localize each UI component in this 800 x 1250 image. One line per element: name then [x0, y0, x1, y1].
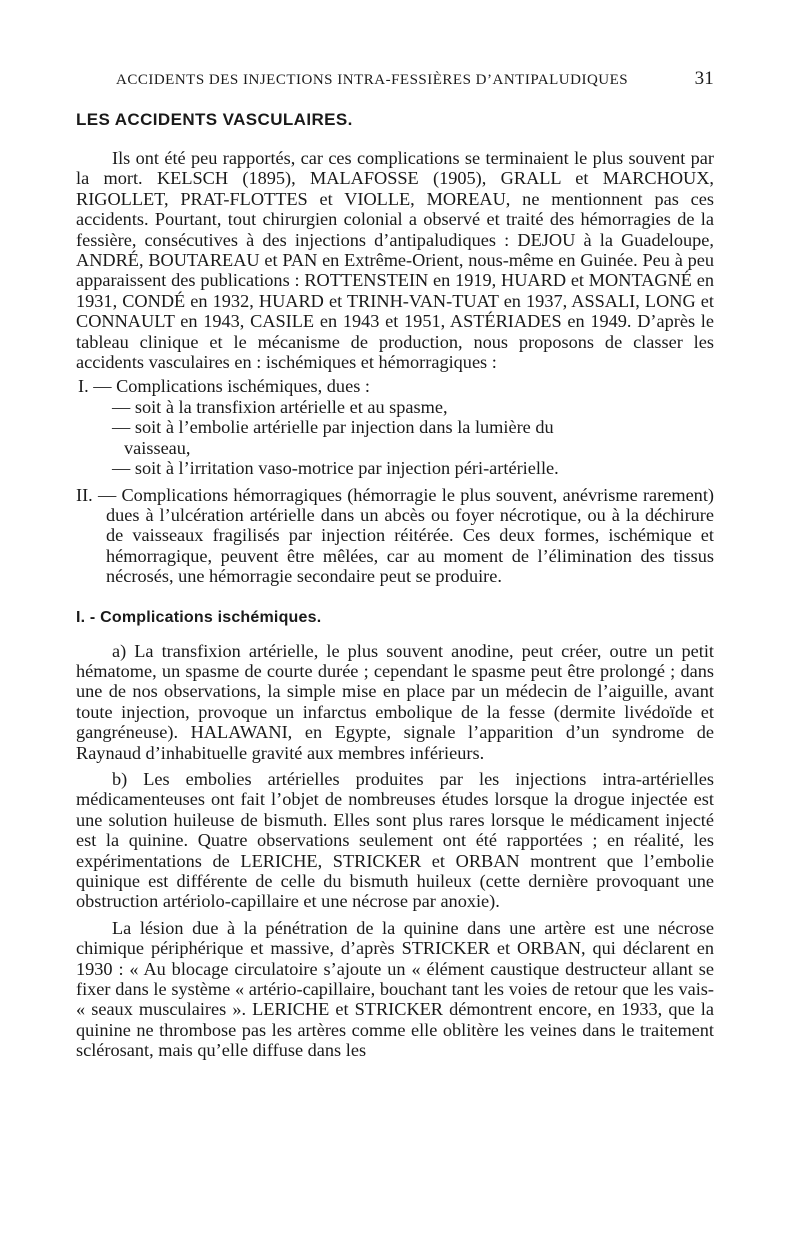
- list-item-transfixion: — soit à la transfixion artérielle et au spasme,: [112, 396, 448, 417]
- running-header: [76, 66, 714, 92]
- list-ii-paragraph: II. — Complications hémorragiques (hémorragie le plus souvent, anévrisme rarement) dues à l’ulcération artérielle dans un abcès ou foyer nécrotique, ou à la déchirure de vaisseaux fragilisés par injection réitérée. Ces deux formes, ischémique et hémorragique, peuvent être mêlées, car au moment de l’élimination des tissus nécrosés, une hémorragie secondaire peut se produire.: [76, 484, 714, 587]
- list-item-embolie-line-2: vaisseau,: [124, 437, 191, 458]
- list-item-irritation: — soit à l’irritation vaso-motrice par injection péri-artérielle.: [112, 458, 559, 479]
- paragraph-a: a) La transfixion artérielle, le plus souvent anodine, peut créer, outre un petit hématome, un spasme de courte durée ; cependant le spasme peut être prolongé ; dans une de nos observations, la simple mise en place par un médecin de l’aiguille, avant toute injection, provoque un infarctus embolique de la fesse (dermite livédoïde et gangréneuse). HALAWANI, en Egypte, signale l’apparition d’un syndrome de Raynaud d’inhabituelle gravité aux membres inférieurs.: [76, 640, 714, 763]
- running-title: ACCIDENTS DES INJECTIONS INTRA-FESSIÈRES D’ANTIPALUDIQUES: [116, 72, 629, 88]
- classification-list: [76, 376, 714, 478]
- page-number: 31: [694, 68, 714, 89]
- list-intro-ischemic: I. — Complications ischémiques, dues :: [78, 376, 370, 397]
- paragraph-b: b) Les embolies artérielles produites par les injections intra-artérielles médicamenteuses ont fait l’objet de nombreuses études lorsque la drogue injectée est une solution huileuse de bismuth. Elles sont plus rares lorsque le médicament injecté est la quinine. Quatre observations seulement ont été rapportées ; en réalité, les expérimentations de LERICHE, STRICKER et ORBAN montrent que l’embolie quinique est différente de celle du bismuth huileux (cette dernière provoquant une obstruction artériolo-capillaire et une nécrose par anoxie).: [76, 768, 714, 912]
- paragraph-last: La lésion due à la pénétration de la quinine dans une artère est une nécrose chimique périphérique et massive, d’après STRICKER et ORBAN, qui déclarent en 1930 : « Au blocage circulatoire s’ajoute un « élément caustique destructeur allant se fixer dans le système « artério-capillaire, bouchant tant les voies de retour que les vais- « seaux musculaires ». LERICHE et STRICKER démontrent encore, en 1933, que la quinine ne thrombose pas les artères comme elle oblitère les veines dans le traitement sclérosant, mais qu’elle diffuse dans les: [76, 917, 714, 1061]
- section-heading: LES ACCIDENTS VASCULAIRES.: [76, 110, 353, 129]
- list-item-embolie-line-1: — soit à l’embolie artérielle par injection dans la lumière du: [112, 417, 554, 438]
- subsection-heading: I. - Complications ischémiques.: [76, 608, 322, 626]
- intro-paragraph: Ils ont été peu rapportés, car ces complications se terminaient le plus souvent par la mort. KELSCH (1895), MALAFOSSE (1905), GRALL et MARCHOUX, RIGOLLET, PRAT-FLOTTES et VIOLLE, MOREAU, ne mentionnent pas ces accidents. Pourtant, tout chirurgien colonial a observé et traité des hémorragies de la fessière, consécutives à des injections d’antipaludiques : DEJOU à la Guadeloupe, ANDRÉ, BOUTAREAU et PAN en Extrême-Orient, nous-même en Guinée. Peu à peu apparaissent des publications : ROTTENSTEIN en 1919, HUARD et MONTAGNÉ en 1931, CONDÉ en 1932, HUARD et TRINH-VAN-TUAT en 1937, ASSALI, LONG et CONNAULT en 1943, CASILE en 1943 et 1951, ASTÉRIADES en 1949. D’après le tableau clinique et le mécanisme de production, nous proposons de classer les accidents vasculaires en : ischémiques et hémorragiques :: [76, 148, 714, 373]
